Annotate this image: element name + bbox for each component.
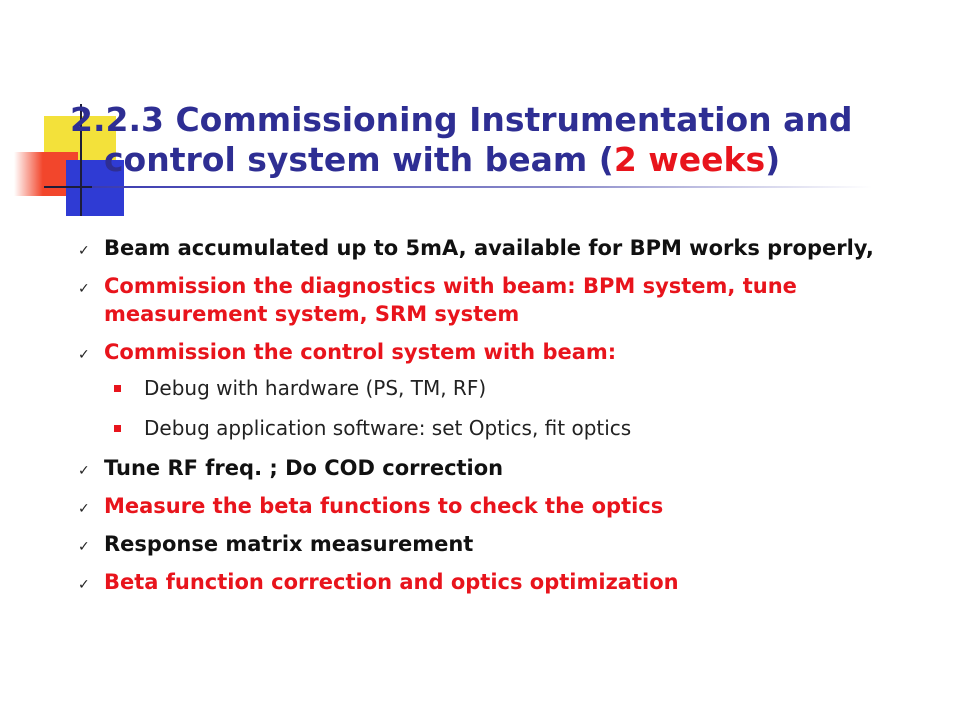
- title-underline: [92, 186, 872, 188]
- bullet-text: Measure the beta functions to check the optics: [104, 494, 664, 518]
- bullet-item: [78, 234, 898, 262]
- bullet-item: [78, 568, 898, 596]
- sub-bullet-item: [114, 414, 898, 442]
- bullet-item: [78, 492, 898, 520]
- bullet-text: Response matrix measurement: [104, 532, 474, 556]
- bullet-item: [78, 272, 898, 328]
- checkmark-icon: ✓: [78, 463, 90, 479]
- checkmark-icon: ✓: [78, 243, 90, 259]
- bullet-item: [78, 338, 898, 366]
- red-square-icon: [114, 385, 121, 392]
- checkmark-icon: ✓: [78, 281, 90, 297]
- bullet-text: Commission the diagnostics with beam: BPM system, tune measurement system, SRM system: [104, 274, 797, 326]
- bullet-item: [78, 454, 898, 482]
- title-highlight: 2 weeks: [613, 140, 766, 179]
- sub-bullet-text: Debug application software: set Optics, fit optics: [144, 416, 632, 440]
- title-line-1: 2.2.3 Commissioning Instrumentation and: [70, 100, 853, 139]
- checkmark-icon: ✓: [78, 577, 90, 593]
- checkmark-icon: ✓: [78, 347, 90, 363]
- bullet-text: Tune RF freq. ; Do COD correction: [104, 456, 504, 480]
- sub-bullet-item: [114, 374, 898, 402]
- bullet-text: Beam accumulated up to 5mA, available for BPM works properly,: [104, 236, 874, 260]
- bullet-text: Commission the control system with beam:: [104, 340, 617, 364]
- bullet-text: Beta function correction and optics optimization: [104, 570, 679, 594]
- sub-bullet-text: Debug with hardware (PS, TM, RF): [144, 376, 487, 400]
- bullet-item: [78, 530, 898, 558]
- bullet-list: [78, 234, 898, 596]
- checkmark-icon: ✓: [78, 539, 90, 555]
- title-line-2: [70, 140, 900, 180]
- slide-title: [70, 100, 900, 180]
- title-line-2-suffix: ): [765, 140, 781, 179]
- title-line-2-prefix: control system with beam (: [104, 140, 614, 179]
- red-square-icon: [114, 425, 121, 432]
- checkmark-icon: ✓: [78, 501, 90, 517]
